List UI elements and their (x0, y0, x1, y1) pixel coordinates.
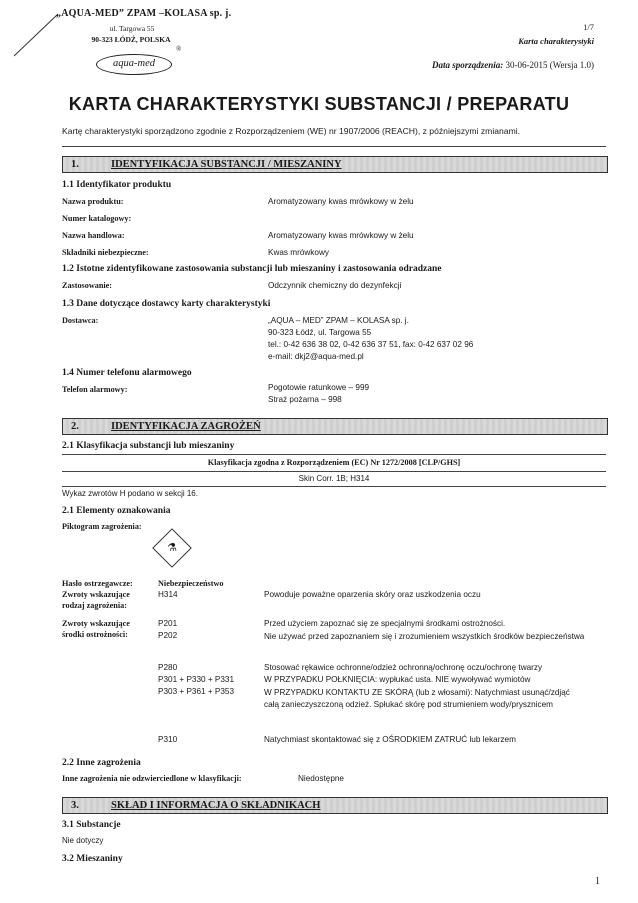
hazard-code: H314 (158, 590, 178, 599)
field-label: Nazwa produktu: (62, 197, 124, 206)
classification-value: Skin Corr. 1B; H314 (298, 474, 370, 483)
p-text: Stosować rękawice ochronne/odzież ochronną/ochronę oczu/ochronę twarzy (264, 663, 543, 672)
field-value: Odczynnik chemiczny do dezynfekcji (268, 281, 402, 290)
subsection-heading: 2.2 Inne zagrożenia (62, 758, 141, 768)
date-value: 30-06-2015 (Wersja 1.0) (505, 60, 594, 70)
subsection-heading: 2.1 Elementy oznakowania (62, 506, 171, 516)
supplier-line: e-mail: dkj2@aqua-med.pl (268, 352, 364, 361)
subsection-heading: 1.2 Istotne zidentyfikowane zastosowania substancji lub mieszaniny i zastosowania odradzane (62, 264, 442, 274)
section-2-bar (62, 418, 608, 435)
phone-line: Straż pożarna – 998 (268, 395, 342, 404)
supplier-line: „AQUA – MED” ZPAM – KOLASA sp. j. (268, 316, 409, 325)
field-label: Zwroty wskazujące (62, 619, 130, 628)
field-value: Kwas mrówkowy (268, 248, 329, 257)
subsection-heading: 1.3 Dane dotyczące dostawcy karty charakterystyki (62, 299, 271, 309)
p-code: P301 + P330 + P331 (158, 675, 235, 684)
p-text: Natychmiast skontaktować się z OŚRODKIEM ZATRUĆ lub lekarzem (264, 735, 516, 744)
p-code: P280 (158, 663, 178, 672)
field-label: Dostawca: (62, 316, 99, 325)
phone-line: Pogotowie ratunkowe – 999 (268, 383, 370, 392)
section-title: SKŁAD I INFORMACJA O SKŁADNIKACH (111, 800, 321, 811)
field-value: Nie dotyczy (62, 836, 104, 845)
divider (62, 486, 606, 487)
hazard-text: Powoduje poważne oparzenia skóry oraz uszkodzenia oczu (264, 590, 481, 599)
h-note: Wykaz zwrotów H podano w sekcji 16. (62, 489, 198, 498)
section-num: 3. (71, 800, 79, 811)
company-street: ul. Targowa 55 (109, 24, 155, 33)
field-value: Niedostępne (298, 774, 344, 783)
field-label: Telefon alarmowy: (62, 385, 128, 394)
supplier-line: tel.: 0-42 636 38 02, 0-42 636 37 51, fax: 0-42 637 02 96 (268, 340, 474, 349)
page-number: 1 (595, 876, 600, 887)
field-label: rodzaj zagrożenia: (62, 601, 127, 610)
p-code: P303 + P361 + P353 (158, 687, 235, 696)
date-line (432, 60, 594, 70)
p-text: Nie używać przed zapoznaniem się i zrozumieniem wszystkich środków bezpieczeństwa (264, 632, 585, 641)
section-num: 2. (71, 421, 79, 432)
subsection-heading: 3.2 Mieszaniny (62, 854, 123, 864)
field-label: Numer katalogowy: (62, 214, 132, 223)
divider (62, 471, 606, 472)
company-name: „AQUA-MED” ZPAM –KOLASA sp. j. (56, 8, 232, 19)
p-code: P201 (158, 619, 178, 628)
signal-word: Niebezpieczeństwo (158, 579, 224, 588)
subsection-heading: 1.4 Numer telefonu alarmowego (62, 368, 192, 378)
page-counter: 1/7 (583, 22, 594, 32)
p-text: Przed użyciem zapoznać się ze specjalnymi środkami ostrożności. (264, 619, 506, 628)
intro-text: Kartę charakterystyki sporządzono zgodnie z Rozporządzeniem (WE) nr 1907/2006 (REACH), z późniejszymi zmianami. (62, 126, 521, 136)
p-text: W PRZYPADKU KONTAKTU ZE SKÓRĄ (lub z włosami): Natychmiast usunąć/zdjąć całą zanieczyszczoną odzież. Spłukać skórę pod strumieniem wody/prysznicem (264, 688, 570, 709)
subsection-heading: 2.1 Klasyfikacja substancji lub mieszaniny (62, 441, 235, 451)
field-label: Hasło ostrzegawcze: (62, 579, 133, 588)
field-label: Piktogram zagrożenia: (62, 522, 142, 531)
field-value: Aromatyzowany kwas mrówkowy w żelu (268, 197, 414, 206)
company-logo: aqua-med (96, 54, 172, 75)
corrosion-symbol-icon: ⚗ (167, 542, 177, 554)
field-label: Składniki niebezpieczne: (62, 248, 149, 257)
field-value: Aromatyzowany kwas mrówkowy w żelu (268, 231, 414, 240)
registered-mark: ® (176, 45, 182, 53)
field-label: Zwroty wskazujące (62, 590, 130, 599)
field-label: Zastosowanie: (62, 281, 113, 290)
doc-name: Karta charakterystyki (518, 36, 594, 46)
classification-header: Klasyfikacja zgodna z Rozporządzeniem (EC) Nr 1272/2008 [CLP/GHS] (207, 458, 461, 467)
divider (62, 146, 606, 147)
section-3-bar (62, 797, 608, 814)
company-city: 90-323 ŁÓDŹ, POLSKA (91, 35, 171, 44)
p-text: W PRZYPADKU POŁKNIĘCIA: wypłukać usta. NIE wywoływać wymiotów (264, 675, 531, 684)
section-num: 1. (71, 159, 79, 170)
field-label: środki ostrożności: (62, 630, 128, 639)
subsection-heading: 1.1 Identyfikator produktu (62, 180, 172, 190)
supplier-line: 90-323 Łódź, ul. Targowa 55 (268, 328, 372, 337)
date-label: Data sporządzenia: (431, 60, 504, 70)
section-1-bar (62, 156, 608, 173)
p-code: P310 (158, 735, 178, 744)
field-label: Inne zagrożenia nie odzwierciedlone w klasyfikacji: (62, 774, 242, 783)
section-title: IDENTYFIKACJA SUBSTANCJI / MIESZANINY (111, 159, 342, 170)
p-code: P202 (158, 631, 178, 640)
section-title: IDENTYFIKACJA ZAGROŻEŃ (111, 421, 261, 432)
divider (62, 454, 606, 455)
page-title: KARTA CHARAKTERYSTYKI SUBSTANCJI / PREPARATU (68, 94, 570, 114)
field-label: Nazwa handlowa: (62, 231, 125, 240)
subsection-heading: 3.1 Substancje (62, 820, 121, 830)
